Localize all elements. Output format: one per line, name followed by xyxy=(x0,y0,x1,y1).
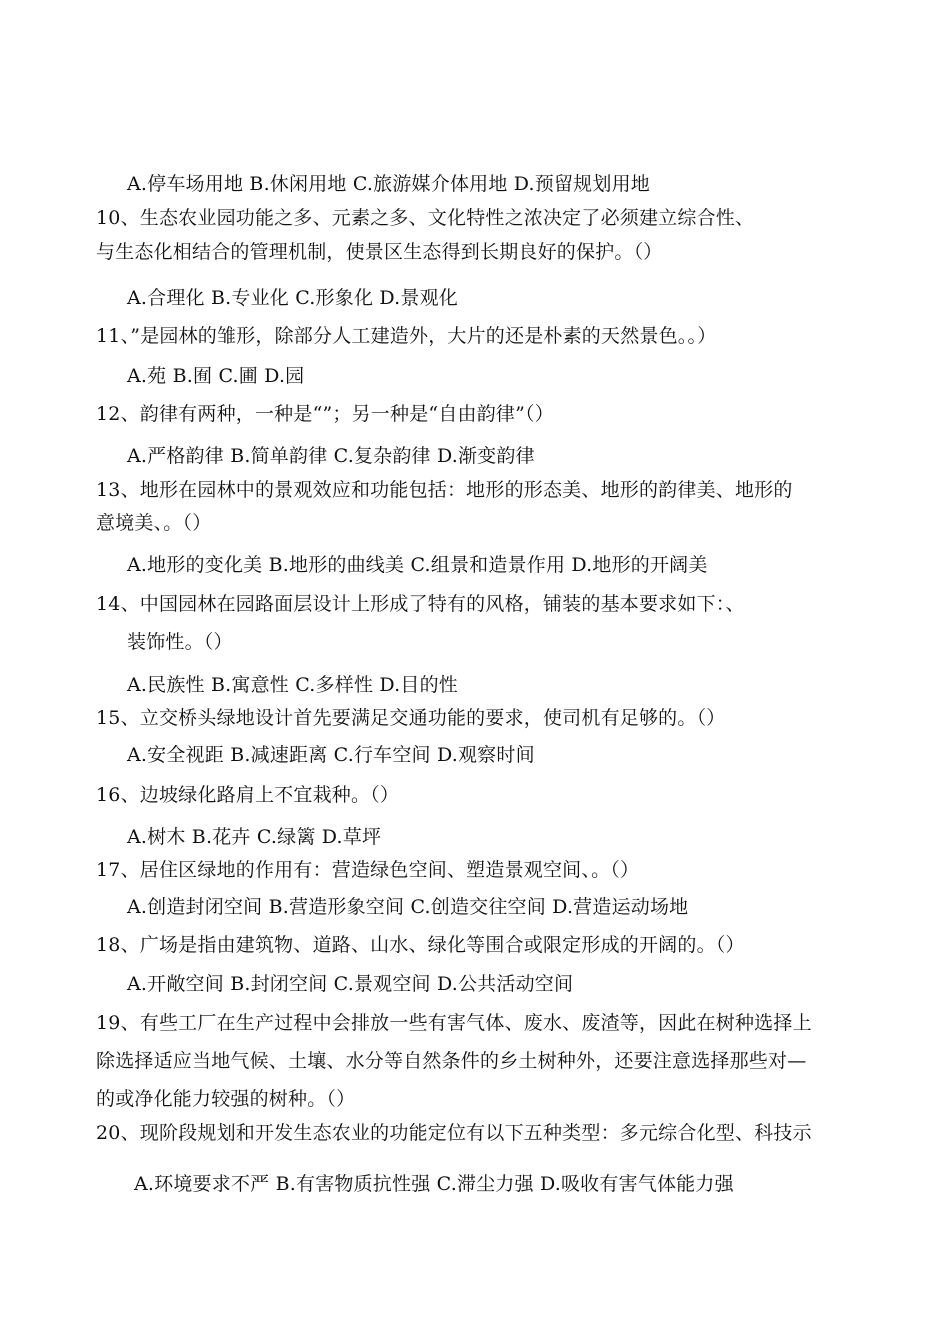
q13-text-line1: 13、地形在园林中的景观效应和功能包括：地形的形态美、地形的韵律美、地形的 xyxy=(96,479,793,501)
q14-options: A.民族性 B.寓意性 C.多样性 D.目的性 xyxy=(127,674,458,696)
q10-text-line2: 与生态化相结合的管理机制，使景区生态得到长期良好的保护。（） xyxy=(96,241,663,263)
q9-options: A.停车场用地 B.休闲用地 C.旅游媒介体用地 D.预留规划用地 xyxy=(127,173,650,195)
q19-text-line3: 的或净化能力较强的树种。（） xyxy=(96,1088,356,1110)
q17-options: A.创造封闭空间 B.营造形象空间 C.创造交往空间 D.营造运动场地 xyxy=(127,896,689,918)
q10-text-line1: 10、生态农业园功能之多、元素之多、文化特性之浓决定了必须建立综合性、 xyxy=(96,207,755,229)
q19-text-line1: 19、有些工厂在生产过程中会排放一些有害气体、废水、废渣等，因此在树种选择上 xyxy=(96,1012,812,1034)
q12-options: A.严格韵律 B.简单韵律 C.复杂韵律 D.渐变韵律 xyxy=(127,445,535,467)
q11-options: A.苑 B.囿 C.圃 D.园 xyxy=(127,365,305,387)
q13-options: A.地形的变化美 B.地形的曲线美 C.组景和造景作用 D.地形的开阔美 xyxy=(127,554,708,576)
q12-text: 12、韵律有两种，一种是“”；另一种是“自由韵律”（） xyxy=(96,403,554,425)
q13-text-line2: 意境美、。（） xyxy=(96,512,212,534)
q11-text: 11、”是园林的雏形，除部分人工建造外，大片的还是朴素的天然景色。。） xyxy=(96,325,717,347)
q20-text: 20、现阶段规划和开发生态农业的功能定位有以下五种类型：多元综合化型、科技示 xyxy=(96,1122,812,1144)
q15-options: A.安全视距 B.减速距离 C.行车空间 D.观察时间 xyxy=(127,744,535,766)
q16-options: A.树木 B.花卉 C.绿篱 D.草坪 xyxy=(127,826,382,848)
q14-text-line1: 14、中国园林在园路面层设计上形成了特有的风格，铺装的基本要求如下：、 xyxy=(96,593,745,615)
q18-options: A.开敞空间 B.封闭空间 C.景观空间 D.公共活动空间 xyxy=(127,973,574,995)
q18-text: 18、广场是指由建筑物、道路、山水、绿化等围合或限定形成的开阔的。（） xyxy=(96,934,745,956)
q16-text: 16、边坡绿化路肩上不宜栽种。（） xyxy=(96,784,400,806)
q19-text-line2: 除选择适应当地气候、土壤、水分等自然条件的乡土树种外，还要注意选择那些对— xyxy=(96,1050,807,1072)
q15-text: 15、立交桥头绿地设计首先要满足交通功能的要求，使司机有足够的。（） xyxy=(96,707,726,729)
q17-text: 17、居住区绿地的作用有：营造绿色空间、塑造景观空间、。（） xyxy=(96,859,640,881)
q14-text-line2: 装饰性。（） xyxy=(127,631,233,653)
q19-options: A.环境要求不严 B.有害物质抗性强 C.滞尘力强 D.吸收有害气体能力强 xyxy=(134,1173,734,1195)
q10-options: A.合理化 B.专业化 C.形象化 D.景观化 xyxy=(127,287,458,309)
